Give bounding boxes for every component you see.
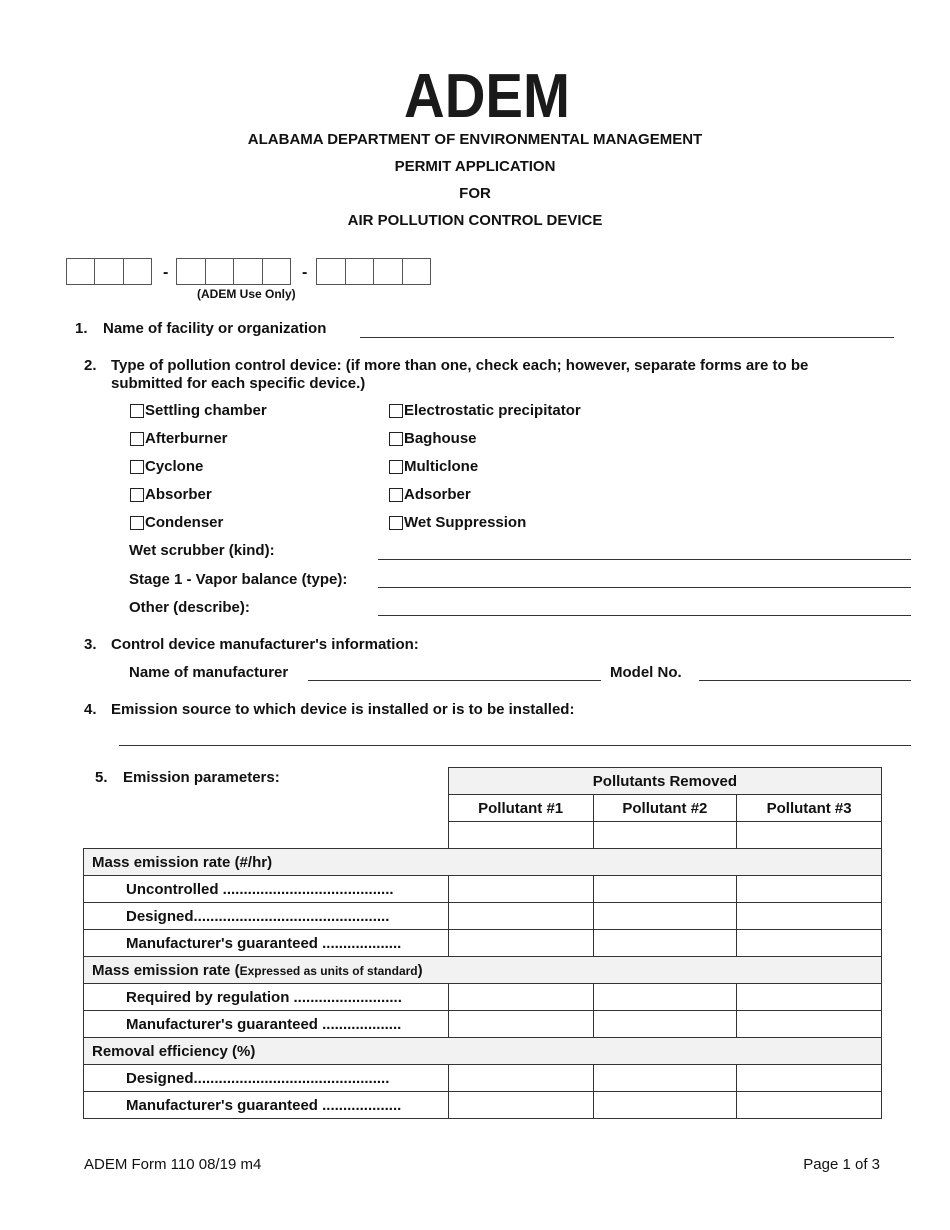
- checkbox-icon[interactable]: [389, 516, 403, 530]
- pollutant-3-header: Pollutant #3: [737, 795, 882, 822]
- table-row: [84, 930, 882, 957]
- pollutants-removed-header: Pollutants Removed: [448, 768, 881, 795]
- id-box-group-2[interactable]: [176, 258, 291, 285]
- table-row: [84, 903, 882, 930]
- section-mass-emission-rate: Mass emission rate (#/hr): [84, 849, 882, 876]
- model-field[interactable]: [699, 680, 911, 681]
- checkbox-icon[interactable]: [389, 404, 403, 418]
- checkbox-icon[interactable]: [130, 488, 144, 502]
- q3-number: 3.: [84, 636, 97, 653]
- row-label-designed: Designed...............................................: [84, 1065, 449, 1092]
- input-cell[interactable]: [593, 930, 737, 957]
- q1-number: 1.: [75, 320, 88, 337]
- row-label-manufacturers-guaranteed: Manufacturer's guaranteed ...................: [84, 930, 449, 957]
- q3-label: Control device manufacturer's information:: [111, 636, 419, 653]
- checkbox-icon[interactable]: [130, 404, 144, 418]
- input-cell[interactable]: [737, 1092, 882, 1119]
- adem-logo: [403, 66, 571, 120]
- pollutant-1-name-cell[interactable]: [448, 822, 593, 849]
- wet-scrubber-field[interactable]: [378, 559, 911, 560]
- q5-label: Emission parameters:: [123, 769, 280, 786]
- pollutant-2-header: Pollutant #2: [593, 795, 737, 822]
- id-box-group-3[interactable]: [316, 258, 431, 285]
- q5-number: 5.: [95, 769, 108, 786]
- id-box-group-1[interactable]: [66, 258, 152, 285]
- q4-label: Emission source to which device is installed or is to be installed:: [111, 701, 575, 718]
- emission-parameters-table: [83, 767, 882, 1119]
- form-title-for: FOR: [459, 185, 491, 202]
- form-id: ADEM Form 110 08/19 m4: [84, 1156, 262, 1173]
- row-label-manufacturers-guaranteed: Manufacturer's guaranteed ...................: [84, 1092, 449, 1119]
- input-cell[interactable]: [448, 876, 593, 903]
- checkbox-icon[interactable]: [130, 460, 144, 474]
- page-number: Page 1 of 3: [803, 1156, 880, 1173]
- input-cell[interactable]: [448, 903, 593, 930]
- checkbox-adsorber[interactable]: Adsorber: [389, 486, 471, 503]
- input-cell[interactable]: [448, 1092, 593, 1119]
- row-label-designed: Designed...............................................: [84, 903, 449, 930]
- input-cell[interactable]: [593, 903, 737, 930]
- section-row: [84, 957, 882, 984]
- model-label: Model No.: [610, 664, 682, 681]
- checkbox-afterburner[interactable]: Afterburner: [130, 430, 228, 447]
- id-separator: -: [163, 264, 169, 281]
- input-cell[interactable]: [448, 1011, 593, 1038]
- pollutant-1-header: Pollutant #1: [448, 795, 593, 822]
- form-subtitle: AIR POLLUTION CONTROL DEVICE: [347, 212, 603, 229]
- manufacturer-label: Name of manufacturer: [129, 664, 289, 681]
- input-cell[interactable]: [737, 1065, 882, 1092]
- table-row: [84, 1065, 882, 1092]
- table-header-row: [84, 768, 882, 795]
- section-mass-emission-rate-standard: Mass emission rate (Expressed as units of standard): [84, 957, 882, 984]
- table-row: [84, 984, 882, 1011]
- input-cell[interactable]: [737, 876, 882, 903]
- checkbox-icon[interactable]: [130, 516, 144, 530]
- checkbox-condenser[interactable]: Condenser: [130, 514, 223, 531]
- checkbox-absorber[interactable]: Absorber: [130, 486, 212, 503]
- section-removal-efficiency: Removal efficiency (%): [84, 1038, 882, 1065]
- checkbox-wet-suppression[interactable]: Wet Suppression: [389, 514, 526, 531]
- input-cell[interactable]: [737, 984, 882, 1011]
- table-header-row: [84, 795, 882, 822]
- q2-number: 2.: [84, 357, 97, 374]
- table-row: [84, 1011, 882, 1038]
- section-row: [84, 1038, 882, 1065]
- form-title: PERMIT APPLICATION: [394, 158, 556, 175]
- input-cell[interactable]: [593, 1065, 737, 1092]
- checkbox-baghouse[interactable]: Baghouse: [389, 430, 477, 447]
- stage1-label: Stage 1 - Vapor balance (type):: [129, 571, 348, 588]
- id-separator: -: [302, 264, 308, 281]
- checkbox-icon[interactable]: [389, 432, 403, 446]
- q1-label: Name of facility or organization: [103, 320, 327, 337]
- checkbox-electrostatic-precipitator[interactable]: Electrostatic precipitator: [389, 402, 581, 419]
- row-label-required-by-regulation: Required by regulation ..........................: [84, 984, 449, 1011]
- department-title: ALABAMA DEPARTMENT OF ENVIRONMENTAL MANAGEMENT: [247, 131, 703, 148]
- input-cell[interactable]: [593, 1092, 737, 1119]
- logo-text: ADEM: [404, 66, 570, 120]
- checkbox-icon[interactable]: [389, 460, 403, 474]
- other-label: Other (describe):: [129, 599, 250, 616]
- section-row: [84, 849, 882, 876]
- checkbox-icon[interactable]: [130, 432, 144, 446]
- checkbox-multiclone[interactable]: Multiclone: [389, 458, 478, 475]
- q2-label-line1: Type of pollution control device: (if more than one, check each; however, separate forms are to be: [111, 357, 809, 374]
- pollutant-2-name-cell[interactable]: [593, 822, 737, 849]
- other-field[interactable]: [378, 615, 911, 616]
- input-cell[interactable]: [593, 876, 737, 903]
- emission-source-field[interactable]: [119, 745, 911, 746]
- checkbox-icon[interactable]: [389, 488, 403, 502]
- input-cell[interactable]: [593, 1011, 737, 1038]
- input-cell[interactable]: [737, 1011, 882, 1038]
- table-row: [84, 876, 882, 903]
- input-cell[interactable]: [448, 930, 593, 957]
- checkbox-cyclone[interactable]: Cyclone: [130, 458, 203, 475]
- adem-use-only-note: (ADEM Use Only): [197, 287, 296, 301]
- checkbox-settling-chamber[interactable]: Settling chamber: [130, 402, 267, 419]
- facility-name-field[interactable]: [360, 337, 894, 338]
- row-label-uncontrolled: Uncontrolled .........................................: [84, 876, 449, 903]
- table-row: [84, 1092, 882, 1119]
- stage1-field[interactable]: [378, 587, 911, 588]
- pollutant-3-name-cell[interactable]: [737, 822, 882, 849]
- input-cell[interactable]: [448, 984, 593, 1011]
- pollutant-name-row: [84, 822, 882, 849]
- input-cell[interactable]: [448, 1065, 593, 1092]
- input-cell[interactable]: [737, 930, 882, 957]
- manufacturer-field[interactable]: [308, 680, 601, 681]
- row-label-manufacturers-guaranteed: Manufacturer's guaranteed ...................: [84, 1011, 449, 1038]
- q4-number: 4.: [84, 701, 97, 718]
- input-cell[interactable]: [593, 984, 737, 1011]
- input-cell[interactable]: [737, 903, 882, 930]
- q2-label-line2: submitted for each specific device.): [111, 375, 366, 392]
- wet-scrubber-label: Wet scrubber (kind):: [129, 542, 275, 559]
